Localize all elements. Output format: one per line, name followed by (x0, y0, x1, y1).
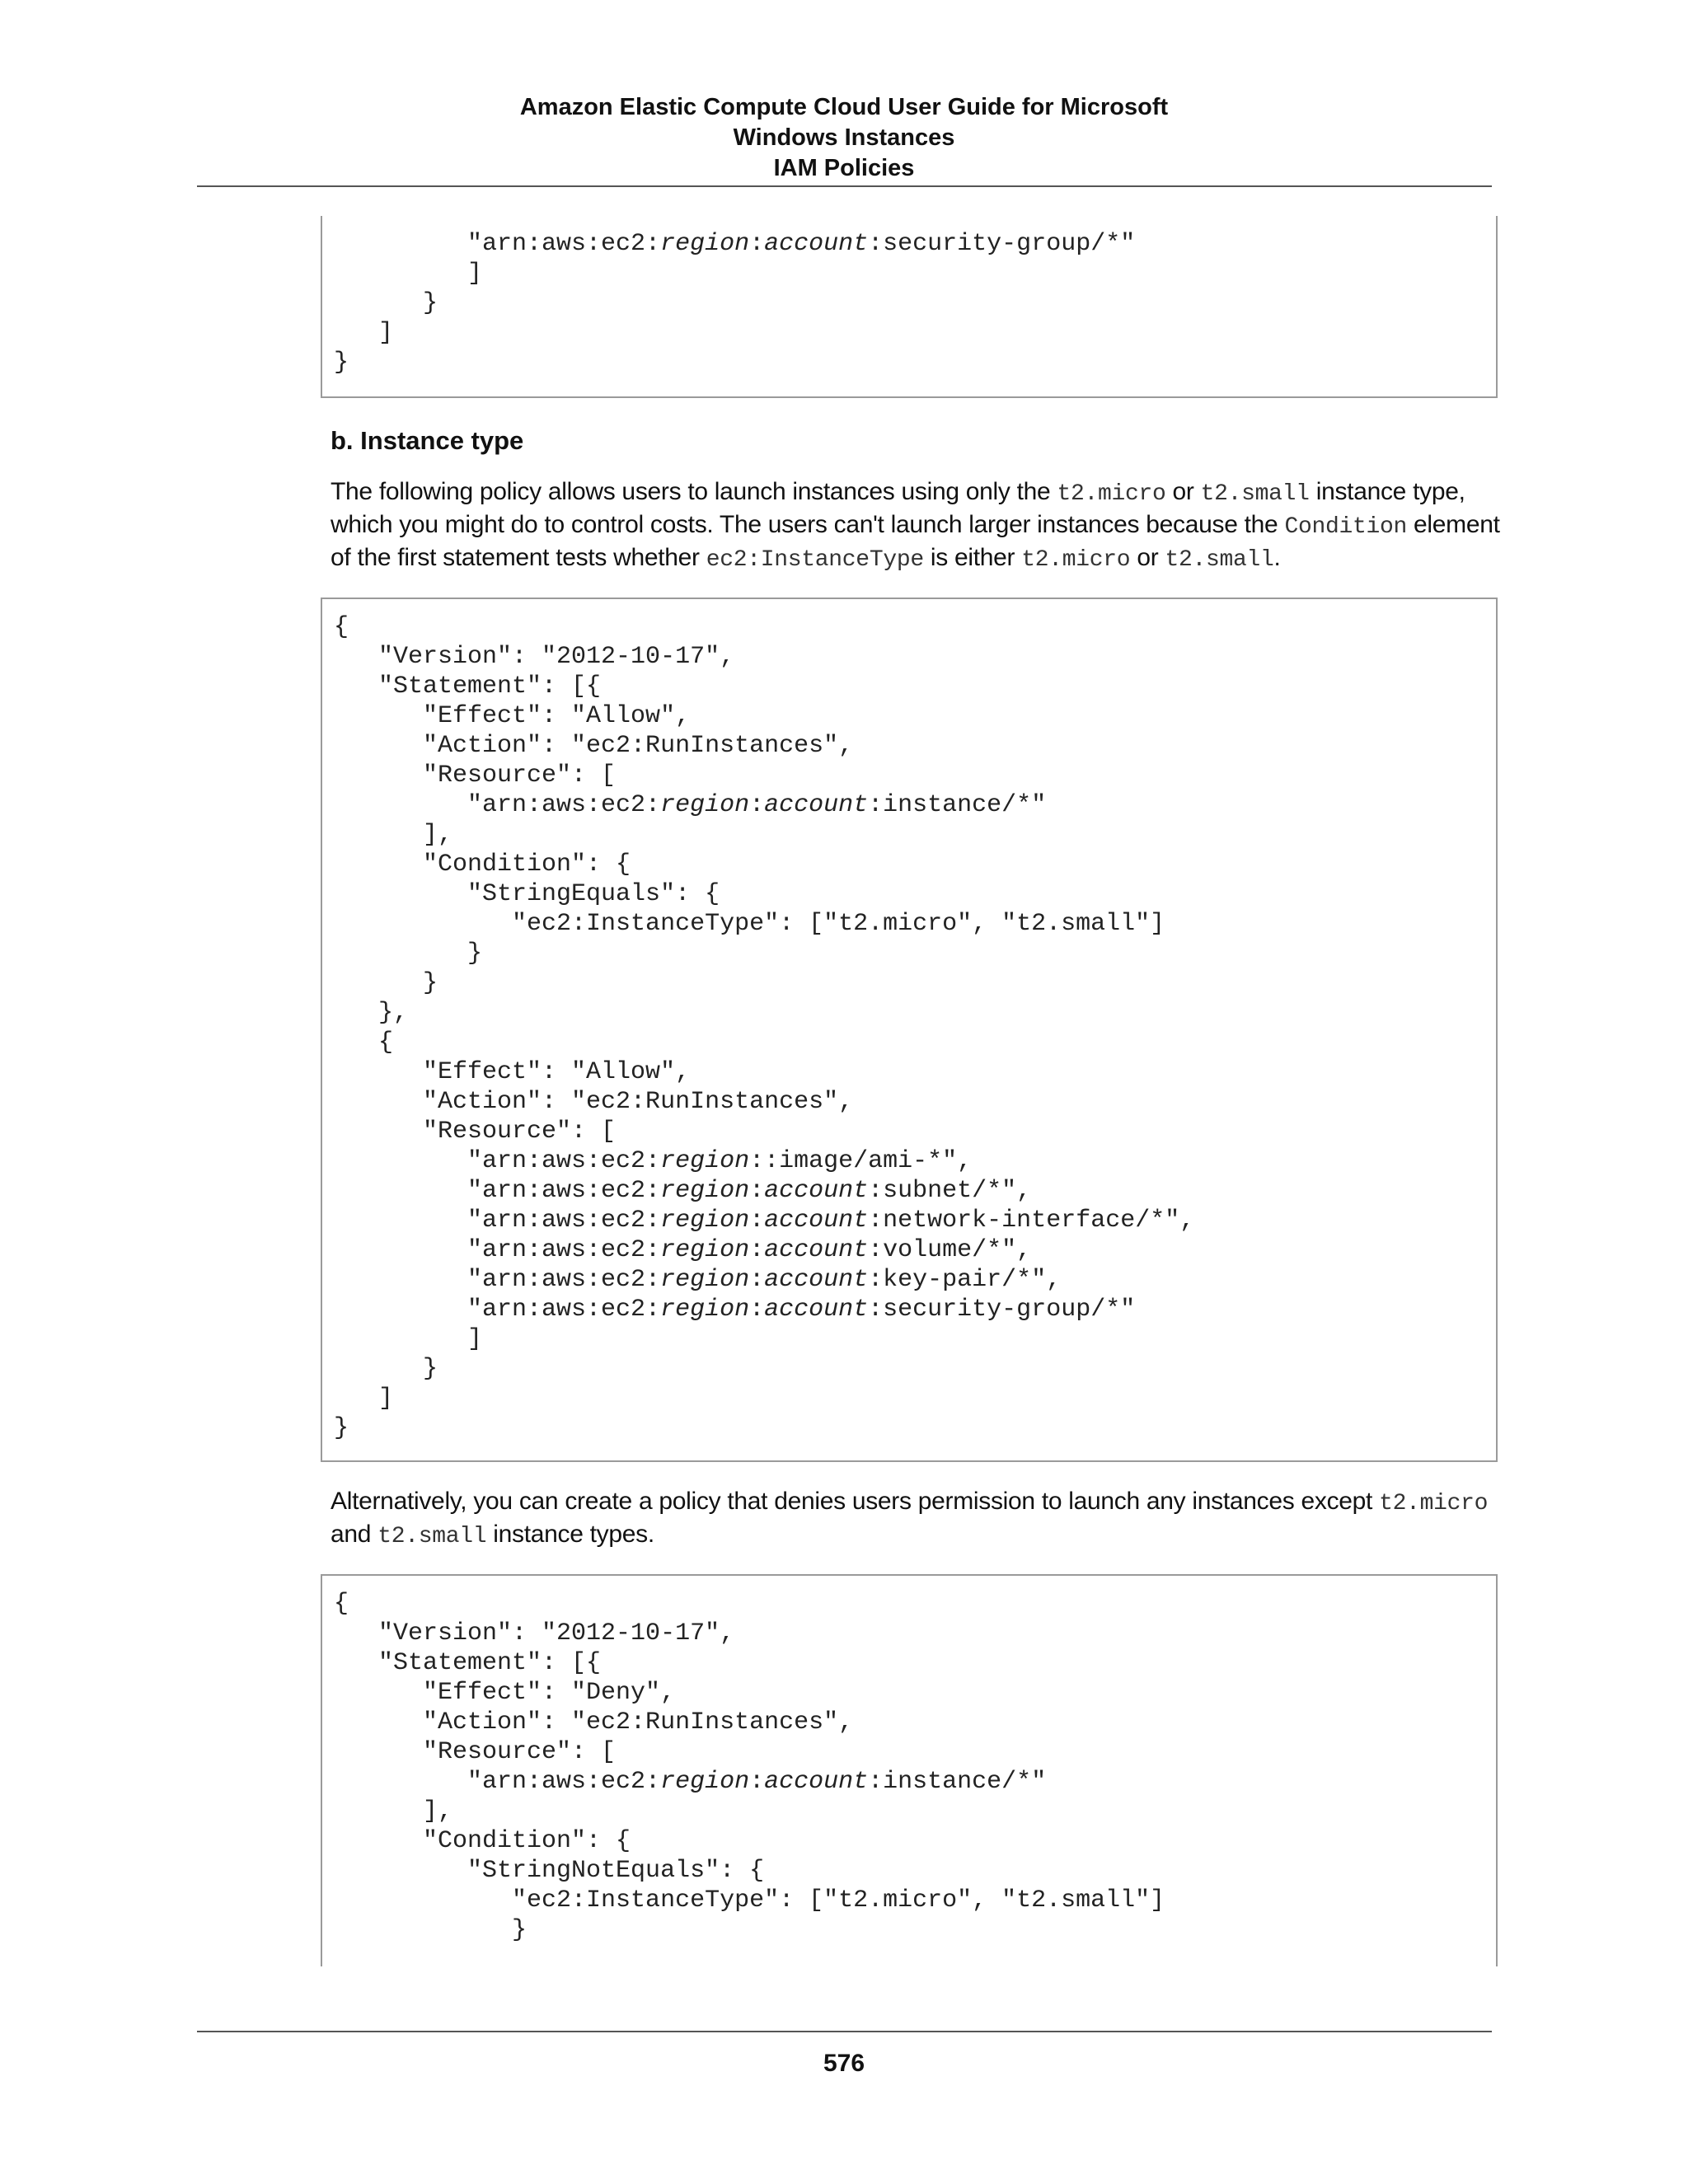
code-line: } (334, 1916, 528, 1944)
code-line: "arn:aws:ec2:region:account:security-group/*" (334, 1296, 1136, 1324)
header-divider (197, 185, 1492, 187)
code-block-deny-policy (321, 1574, 1498, 1966)
paragraph-text: Alternatively, you can create a policy that denies users permission to launch any instances except (331, 1488, 1380, 1515)
code-line: ], (334, 821, 453, 849)
code-placeholder: account (764, 230, 869, 258)
code-line: } (334, 349, 349, 377)
code-listing (322, 599, 1496, 1443)
inline-code: t2.micro (1379, 1491, 1489, 1516)
intro-paragraph (331, 476, 1509, 575)
code-line: "arn:aws:ec2:region:account:instance/*" (334, 1768, 1047, 1796)
paragraph-text: or (1165, 478, 1201, 505)
code-line: "arn:aws:ec2:region:account:security-group/*" (334, 230, 1136, 258)
code-line: ] (334, 1385, 394, 1413)
code-line: "Resource": [ (334, 762, 617, 790)
code-line: "arn:aws:ec2:region:account:volume/*", (334, 1236, 1032, 1264)
code-placeholder: region (660, 1207, 750, 1235)
code-placeholder: account (764, 1266, 869, 1294)
inline-code: t2.small (377, 1524, 487, 1549)
code-line: "arn:aws:ec2:region::image/ami-*", (334, 1147, 973, 1175)
code-line: "Condition": { (334, 1827, 631, 1855)
paragraph-text: and (331, 1521, 378, 1548)
code-line: "StringEquals": { (334, 880, 720, 908)
code-placeholder: account (764, 1177, 869, 1205)
code-placeholder: region (660, 1236, 750, 1264)
inline-code: t2.micro (1021, 547, 1131, 573)
code-line: "Effect": "Deny", (334, 1679, 676, 1707)
inline-code: t2.micro (1057, 481, 1166, 507)
code-line: "arn:aws:ec2:region:account:subnet/*", (334, 1177, 1032, 1205)
code-line: ] (334, 1325, 483, 1353)
code-placeholder: region (660, 1266, 750, 1294)
code-line: } (334, 1355, 438, 1383)
code-line: "Resource": [ (334, 1118, 617, 1146)
code-listing (322, 216, 1496, 377)
code-line: } (334, 940, 483, 968)
code-line: }, (334, 999, 409, 1027)
code-line: } (334, 969, 438, 997)
code-placeholder: account (764, 791, 869, 819)
section-heading: b. Instance type (331, 426, 524, 455)
paragraph-text: element of the first statement tests whether (331, 511, 1500, 571)
code-line: "arn:aws:ec2:region:account:network-interface/*", (334, 1207, 1195, 1235)
page-number: 576 (823, 2050, 865, 2077)
code-line: "Condition": { (334, 851, 631, 879)
paragraph-text: instance types. (486, 1521, 654, 1548)
code-placeholder: region (660, 1147, 750, 1175)
code-line: "ec2:InstanceType": ["t2.micro", "t2.small"] (334, 1886, 1165, 1915)
code-line: "Effect": "Allow", (334, 1058, 691, 1086)
inline-code: ec2:InstanceType (706, 547, 924, 573)
code-line: "Version": "2012-10-17", (334, 643, 735, 671)
code-line: { (334, 1029, 394, 1057)
paragraph-text: is either (923, 544, 1022, 571)
paragraph-text: The following policy allows users to launch instances using only the (331, 478, 1057, 505)
code-line: } (334, 289, 438, 317)
code-line: { (334, 1590, 349, 1618)
header-title-line-1: Amazon Elastic Compute Cloud User Guide for Microsoft (519, 94, 1169, 120)
code-placeholder: region (660, 1177, 750, 1205)
code-line: "Action": "ec2:RunInstances", (334, 1708, 854, 1736)
code-line: } (334, 1414, 349, 1442)
code-line: "Statement": [{ (334, 1649, 602, 1677)
code-line: "Effect": "Allow", (334, 702, 691, 730)
code-placeholder: region (660, 1296, 750, 1324)
code-placeholder: account (764, 1768, 869, 1796)
code-line: ], (334, 1797, 453, 1825)
code-line: "ec2:InstanceType": ["t2.micro", "t2.small"] (334, 910, 1165, 938)
page-header (0, 92, 1688, 184)
code-line: "Version": "2012-10-17", (334, 1619, 735, 1647)
code-line: "Resource": [ (334, 1738, 617, 1766)
code-line: "StringNotEquals": { (334, 1857, 765, 1885)
code-placeholder: account (764, 1296, 869, 1324)
code-line: "Action": "ec2:RunInstances", (334, 1088, 854, 1116)
code-line: ] (334, 260, 483, 288)
header-title-line-2: Windows Instances (733, 124, 955, 151)
code-placeholder: region (660, 791, 750, 819)
code-placeholder: region (660, 1768, 750, 1796)
header-section-title: IAM Policies (773, 155, 915, 181)
code-line: "Action": "ec2:RunInstances", (334, 732, 854, 760)
code-line: ] (334, 319, 394, 347)
code-line: "arn:aws:ec2:region:account:key-pair/*", (334, 1266, 1062, 1294)
code-line: "arn:aws:ec2:region:account:instance/*" (334, 791, 1047, 819)
footer-divider (197, 2031, 1492, 2032)
inline-code: t2.small (1165, 547, 1274, 573)
inline-code: t2.small (1200, 481, 1310, 507)
code-block-continued (321, 216, 1498, 398)
code-line: { (334, 613, 349, 641)
inline-code: Condition (1284, 514, 1407, 540)
code-placeholder: account (764, 1236, 869, 1264)
paragraph-text: instance type, which you might do to control costs. The users can't launch larger instances because the (331, 478, 1465, 538)
paragraph-text: or (1130, 544, 1165, 571)
alternative-paragraph (331, 1486, 1509, 1552)
code-placeholder: region (660, 230, 750, 258)
paragraph-text: . (1273, 544, 1281, 571)
code-block-allow-policy (321, 598, 1498, 1462)
code-line: "Statement": [{ (334, 673, 602, 701)
code-listing (322, 1576, 1496, 1945)
code-placeholder: account (764, 1207, 869, 1235)
